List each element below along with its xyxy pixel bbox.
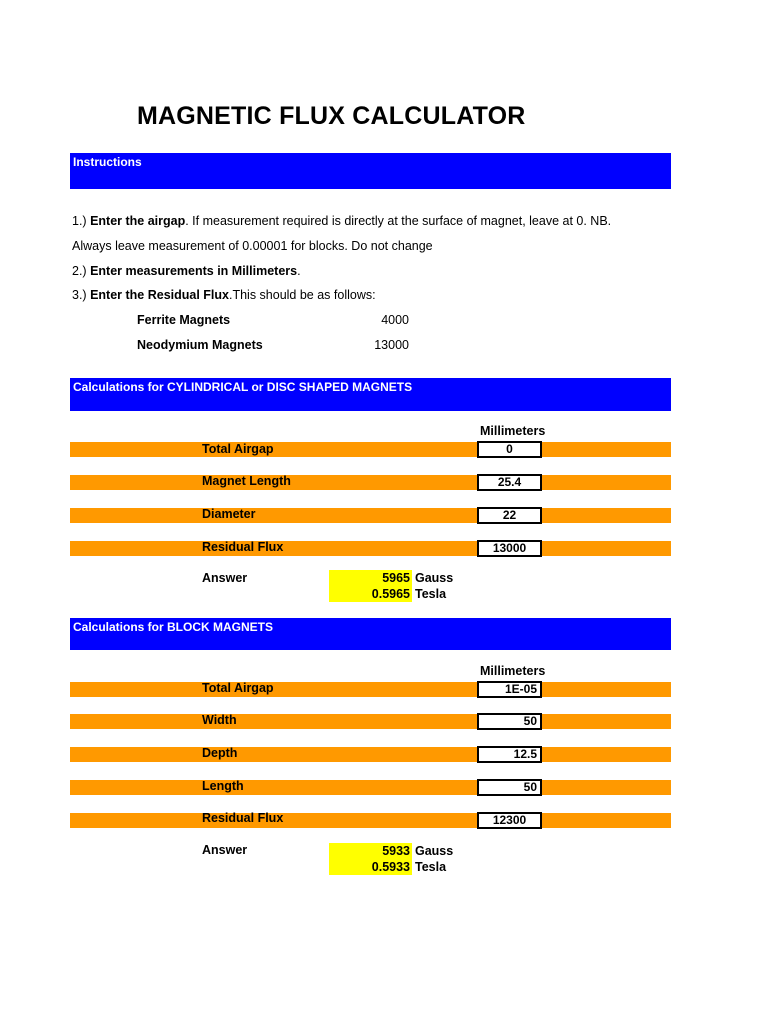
step-2-rest: . — [297, 264, 301, 278]
cyl-row-diameter — [70, 508, 671, 523]
cyl-row-airgap — [70, 442, 671, 457]
cyl-length-label: Magnet Length — [202, 474, 291, 488]
neodymium-label: Neodymium Magnets — [137, 338, 263, 352]
instruction-step-2 — [72, 264, 301, 278]
step-1-prefix: 1.) — [72, 214, 91, 228]
blk-tesla-unit: Tesla — [415, 860, 447, 874]
step-2-prefix: 2.) — [72, 264, 91, 278]
cylindrical-header-band — [70, 378, 671, 411]
cyl-gauss-unit: Gauss — [415, 571, 454, 585]
step-1-rest: . If measurement required is directly at the surface of magnet, leave at 0. NB. — [185, 214, 612, 228]
step-2-bold: Enter measurements in Millimeters — [90, 264, 298, 278]
blk-width-input[interactable]: 50 — [477, 713, 542, 730]
cyl-row-flux — [70, 541, 671, 556]
instruction-step-1-note: Always leave measurement of 0.00001 for blocks. Do not change — [72, 239, 433, 253]
instructions-header-band — [70, 153, 671, 189]
blk-answer-label: Answer — [202, 843, 248, 857]
cylindrical-header: Calculations for CYLINDRICAL or DISC SHAPED MAGNETS — [73, 380, 413, 394]
cyl-flux-input[interactable]: 13000 — [477, 540, 542, 557]
ferrite-value: 4000 — [381, 313, 409, 327]
blk-depth-input[interactable]: 12.5 — [477, 746, 542, 763]
step-3-prefix: 3.) — [72, 288, 91, 302]
blk-flux-input[interactable]: 12300 — [477, 812, 542, 829]
blk-answer-tesla: 0.5933 — [329, 859, 412, 875]
block-unit-header: Millimeters — [480, 664, 546, 678]
blk-gauss-unit: Gauss — [415, 844, 454, 858]
cyl-row-length — [70, 475, 671, 490]
blk-row-flux — [70, 813, 671, 828]
cyl-length-input[interactable]: 25.4 — [477, 474, 542, 491]
cyl-airgap-input[interactable]: 0 — [477, 441, 542, 458]
cyl-diameter-label: Diameter — [202, 507, 256, 521]
blk-row-width — [70, 714, 671, 729]
cyl-tesla-unit: Tesla — [415, 587, 447, 601]
blk-airgap-label: Total Airgap — [202, 681, 274, 695]
cyl-airgap-label: Total Airgap — [202, 442, 274, 456]
step-3-bold: Enter the Residual Flux — [90, 288, 229, 302]
blk-airgap-input[interactable]: 1E-05 — [477, 681, 542, 698]
block-header-band — [70, 618, 671, 650]
cylindrical-unit-header: Millimeters — [480, 424, 546, 438]
blk-width-label: Width — [202, 713, 237, 727]
cyl-answer-label: Answer — [202, 571, 248, 585]
blk-length-label: Length — [202, 779, 244, 793]
cyl-answer-gauss: 5965 — [329, 570, 412, 586]
instructions-header: Instructions — [73, 155, 142, 169]
block-header: Calculations for BLOCK MAGNETS — [73, 620, 274, 634]
instruction-step-1 — [72, 214, 611, 228]
blk-length-input[interactable]: 50 — [477, 779, 542, 796]
blk-row-length — [70, 780, 671, 795]
step-1-bold: Enter the airgap — [90, 214, 186, 228]
instruction-step-3 — [72, 288, 376, 302]
neodymium-value: 13000 — [374, 338, 409, 352]
cyl-flux-label: Residual Flux — [202, 540, 284, 554]
cyl-diameter-input[interactable]: 22 — [477, 507, 542, 524]
blk-row-depth — [70, 747, 671, 762]
page-title: MAGNETIC FLUX CALCULATOR — [137, 102, 526, 130]
blk-flux-label: Residual Flux — [202, 811, 284, 825]
blk-row-airgap — [70, 682, 671, 697]
blk-answer-gauss: 5933 — [329, 843, 412, 859]
step-3-rest: .This should be as follows: — [228, 288, 376, 302]
ferrite-label: Ferrite Magnets — [137, 313, 231, 327]
blk-depth-label: Depth — [202, 746, 238, 760]
cyl-answer-tesla: 0.5965 — [329, 586, 412, 602]
